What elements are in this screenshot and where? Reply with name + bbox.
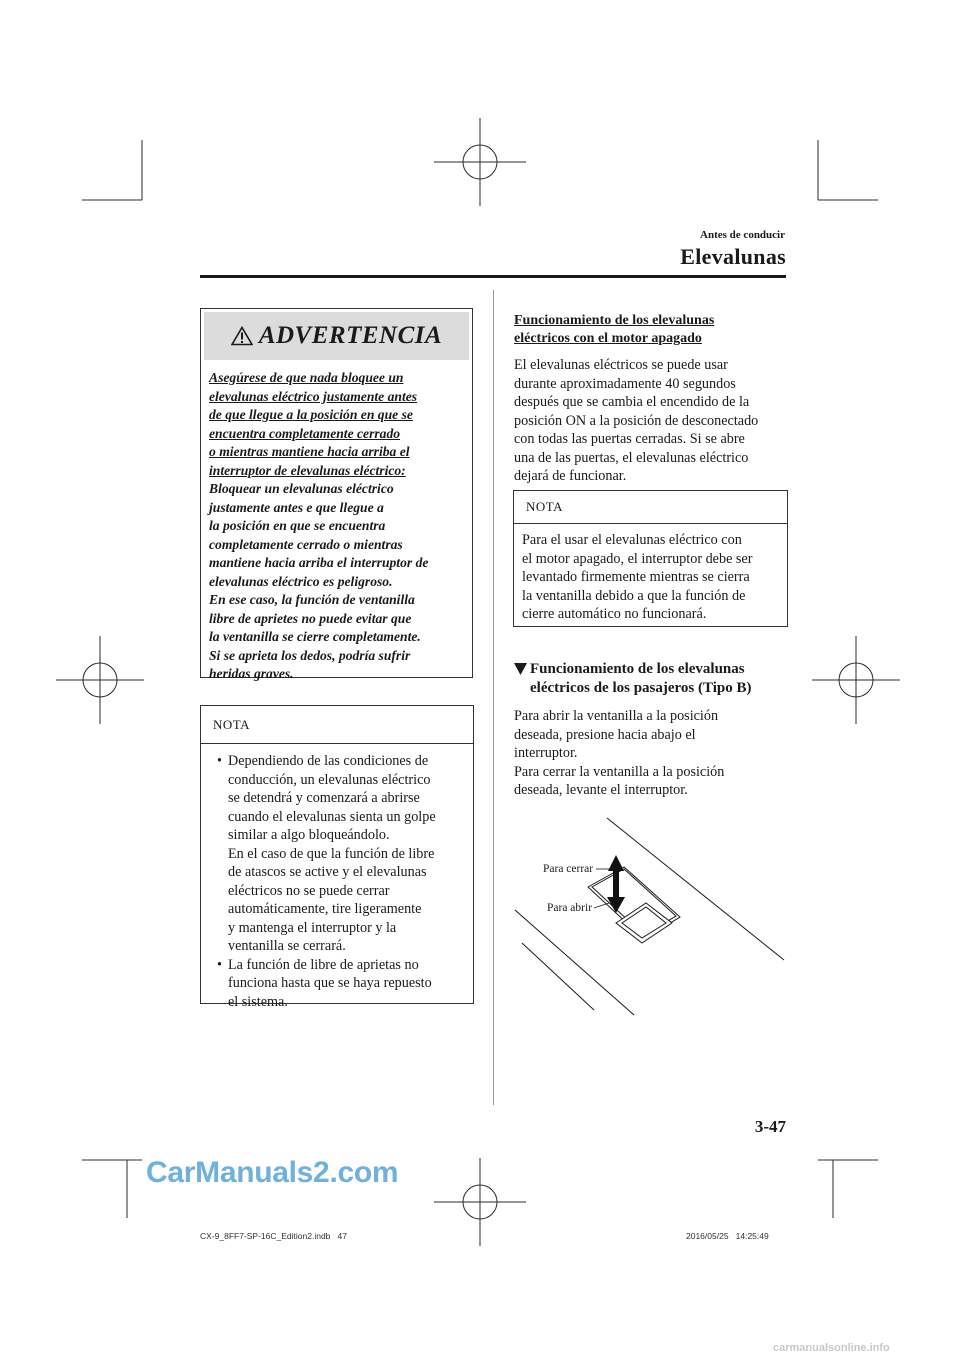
note-line: ventanilla se cerrará. <box>228 938 346 954</box>
page-title: Elevalunas <box>680 244 786 269</box>
warning-header <box>204 312 469 360</box>
para-line: con todas las puertas cerradas. Si se abre <box>514 431 745 447</box>
warning-line: completamente cerrado o mientras <box>209 536 403 552</box>
footer-filename: CX-9_8FF7-SP-16C_Edition2.indb 47 <box>200 1231 347 1241</box>
note-line: La función de libre de aprietas no <box>228 956 419 973</box>
warning-line: de que llegue a la posición en que se <box>209 407 413 422</box>
note-bullet <box>211 956 467 1012</box>
warning-line: la posición en que se encuentra <box>209 518 386 533</box>
warning-triangle-icon <box>231 326 253 346</box>
note-line: conducción, un elevalunas eléctrico <box>228 771 431 788</box>
warning-line: mantiene hacia arriba el interruptor de <box>209 555 429 570</box>
para-line: una de las puertas, el elevalunas eléctrico <box>514 449 749 466</box>
note-line: Dependiendo de las condiciones de <box>228 753 429 769</box>
warning-line: Si se aprieta los dedos, podría sufrir <box>209 647 411 663</box>
note-title: NOTA <box>201 706 473 744</box>
note-line: levantado firmemente mientras se cierra <box>522 569 750 585</box>
note-box-left <box>200 705 474 1010</box>
paragraph-passenger <box>514 707 786 800</box>
warning-line: libre de aprietes no puede evitar que <box>209 610 412 626</box>
up-down-arrow-icon <box>607 855 625 913</box>
subsection-heading <box>514 660 794 698</box>
warning-title: ADVERTENCIA <box>258 322 443 349</box>
subheading-line: Funcionamiento de los elevalunas <box>530 661 745 677</box>
note-line: similar a algo bloqueándolo. <box>228 827 390 843</box>
warning-line: interruptor de elevalunas eléctrico: <box>209 462 406 478</box>
label-open: Para abrir <box>547 902 593 914</box>
note-box-right <box>513 490 788 627</box>
warning-line: elevalunas eléctrico justamente antes <box>209 388 418 404</box>
note-line: Para el usar el elevalunas eléctrico con <box>522 532 742 548</box>
para-line: deseada, levante el interruptor. <box>514 782 688 798</box>
note-line: cuando el elevalunas sienta un golpe <box>228 808 436 825</box>
warning-line: En ese caso, la función de ventanilla <box>209 592 415 607</box>
section-heading <box>514 312 784 348</box>
note-line: eléctricos no se puede cerrar <box>228 882 390 899</box>
warning-line: Asegúrese de que nada bloquee un <box>209 370 404 385</box>
warning-body <box>209 369 466 684</box>
warning-line: o mientras mantiene hacia arriba el <box>209 444 410 459</box>
note-line: En el caso de que la función de libre <box>228 845 435 862</box>
note-body <box>211 752 467 1011</box>
para-line: Para abrir la ventanilla a la posición <box>514 708 719 724</box>
triangle-down-icon <box>514 663 527 675</box>
note-bullet <box>211 752 467 956</box>
note-line: se detendrá y comenzará a abrirse <box>228 790 420 806</box>
warning-box <box>200 308 473 681</box>
note-line: la ventanilla debido a que la función de <box>522 587 746 604</box>
heading-line: eléctricos con el motor apagado <box>514 331 702 346</box>
note-line: funciona hasta que se haya repuesto <box>228 975 432 991</box>
note-body <box>522 531 781 624</box>
para-line: deseada, presione hacia abajo el <box>514 726 696 743</box>
note-line: de atascos se active y el elevalunas <box>228 864 427 880</box>
warning-line: heridas graves. <box>209 666 294 681</box>
para-line: después que se cambia el encendido de la <box>514 394 750 410</box>
bullet-dot-icon: • <box>217 753 222 769</box>
section-label: Antes de conducir <box>700 229 785 241</box>
bullet-dot-icon: • <box>217 956 222 973</box>
paragraph-motor-off <box>514 356 786 486</box>
para-line: El elevalunas eléctricos se puede usar <box>514 357 728 373</box>
note-line: cierre automático no funcionará. <box>522 606 707 622</box>
warning-line: elevalunas eléctrico es peligroso. <box>209 573 393 589</box>
label-close: Para cerrar <box>543 863 594 875</box>
heading-line: Funcionamiento de los elevalunas <box>514 313 715 328</box>
watermark-text: carmanualsonline.info <box>773 1342 890 1354</box>
watermark-logo: CarManuals2.com <box>146 1156 399 1189</box>
header-rule <box>200 275 786 278</box>
warning-line: justamente antes e que llegue a <box>209 499 384 515</box>
window-switch-illustration <box>512 815 787 1020</box>
footer-timestamp: 2016/05/25 14:25:49 <box>686 1231 769 1241</box>
warning-line: encuentra completamente cerrado <box>209 425 401 441</box>
warning-line: Bloquear un elevalunas eléctrico <box>209 481 394 496</box>
para-line: durante aproximadamente 40 segundos <box>514 375 736 392</box>
para-line: dejará de funcionar. <box>514 468 627 484</box>
note-line: automáticamente, tire ligeramente <box>228 901 422 917</box>
page-number: 3-47 <box>754 1117 786 1136</box>
para-line: Para cerrar la ventanilla a la posición <box>514 763 725 780</box>
column-divider <box>493 290 494 1105</box>
note-line: el motor apagado, el interruptor debe ser <box>522 550 753 567</box>
subheading-line: eléctricos de los pasajeros (Tipo B) <box>530 680 752 696</box>
warning-line: la ventanilla se cierre completamente. <box>209 629 421 644</box>
para-line: posición ON a la posición de desconectado <box>514 412 759 429</box>
note-title: NOTA <box>514 491 787 524</box>
note-line: y mantenga el interruptor y la <box>228 919 397 936</box>
para-line: interruptor. <box>514 745 578 761</box>
note-line: el sistema. <box>228 993 288 1010</box>
